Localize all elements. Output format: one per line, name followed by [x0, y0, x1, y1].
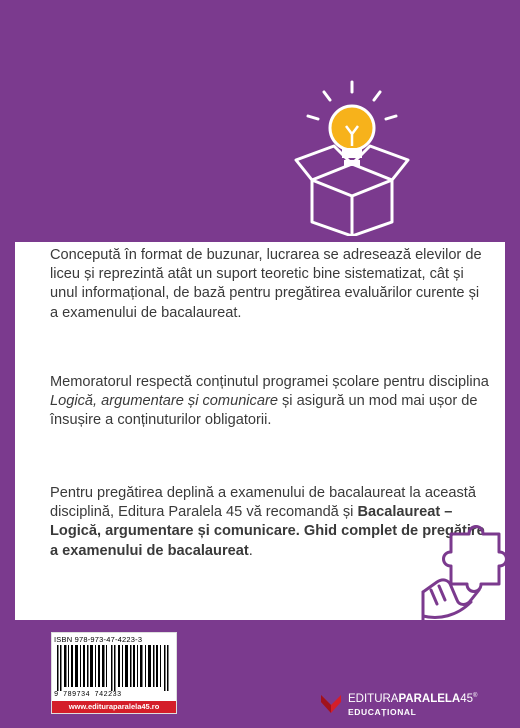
barcode	[51, 632, 177, 714]
publisher-name: EDITURAPARALELA45®	[348, 693, 478, 705]
publisher-logo	[320, 692, 490, 720]
barcode-bars	[55, 645, 173, 691]
recommended-book-title: Bacalaureat – Logică, argumentare și comunicare. Ghid complet de pregătire a examenului de bacalaureat	[50, 504, 485, 559]
isbn-number: ISBN 978-973-47-4223-3	[54, 635, 143, 644]
description-paragraph-3: Pentru pregătirea deplină a examenului de bacalaureat la această disciplină, Editura Paralela 45 vă recomandă și Bacalaureat – Logică, argumentare și comunicare. Ghid complet de pregătire a examenului de bacalaureat.	[50, 485, 485, 559]
top-band	[0, 0, 520, 242]
barcode-digits: 9 789734 742233	[54, 691, 122, 699]
subject-title: Logică, argumentare și comunicare	[50, 393, 278, 410]
website-url: www.edituraparalela45.ro	[52, 701, 176, 713]
description-paragraph-1: Concepută în format de buzunar, lucrarea se adresează elevilor de liceu și reprezintă atât un suport teoretic bine sistematizat, cât și unul informațional, de bază pentru pregătirea evaluărilor curente și a examenului de bacalaureat.	[50, 247, 482, 321]
hand-holding-puzzle-piece-icon	[417, 520, 507, 630]
description-panel	[15, 242, 505, 620]
publisher-tagline: EDUCAȚIONAL	[348, 707, 417, 717]
publisher-logo-mark-icon	[320, 692, 342, 716]
open-box-with-lightbulb-icon	[272, 76, 432, 236]
description-paragraph-2: Memoratorul respectă conținutul programei școlare pentru disciplina Logică, argumentare și comunicare și asigură un mod mai ușor de însușire a conținuturilor obligatorii.	[50, 374, 489, 429]
